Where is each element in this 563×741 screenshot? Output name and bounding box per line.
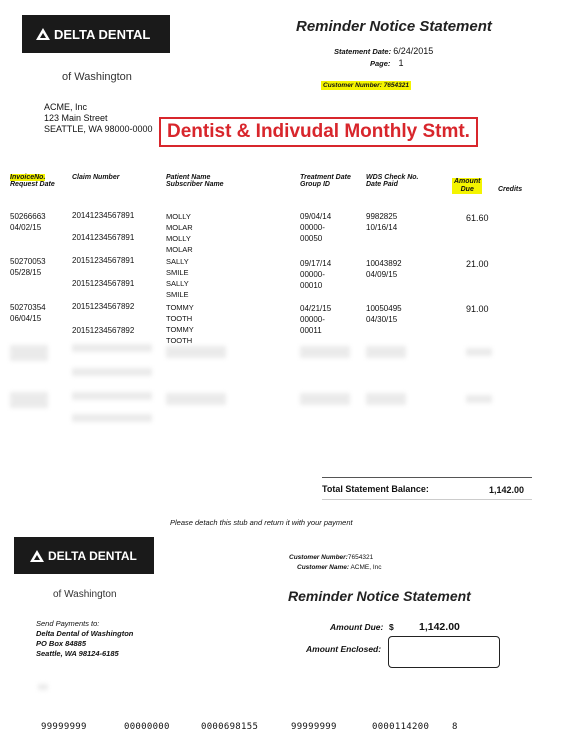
group-id: 00000-00050 xyxy=(300,223,325,243)
treatment-date: 04/21/15 xyxy=(300,304,332,313)
redacted-row xyxy=(300,346,350,358)
redacted-row xyxy=(366,346,406,358)
invoice-number: 50266663 xyxy=(10,212,46,221)
total-separator xyxy=(322,477,532,478)
invoice-number: 50270053 xyxy=(10,257,46,266)
col-request-date: Request Date xyxy=(10,181,55,188)
statement-date-value: 6/24/2015 xyxy=(393,46,434,56)
invoice-number: 50270354 xyxy=(10,303,46,312)
row-patient xyxy=(166,302,194,346)
amount-due-currency: $ xyxy=(389,622,394,632)
col-subscriber-name: Subscriber Name xyxy=(166,181,224,188)
send-payments-label: Send Payments to: xyxy=(36,619,100,628)
scanline-field: 0000114200 xyxy=(372,722,430,732)
stub-customer-name-label: Customer Name: xyxy=(297,564,350,571)
detach-note: Please detach this stub and return it with your payment xyxy=(170,518,353,527)
scanline xyxy=(41,722,561,734)
customer-number-highlight xyxy=(321,81,411,90)
row-treatment xyxy=(300,211,331,244)
redacted-row xyxy=(466,348,492,356)
patient-name: SALLY SMILE xyxy=(166,257,189,277)
claim-number: 20151234567891 xyxy=(72,256,135,265)
scanline-field: 0000698155 xyxy=(201,722,259,732)
amount-due: 21.00 xyxy=(466,259,489,269)
mailing-address xyxy=(44,102,153,135)
col-due: Due xyxy=(460,186,474,193)
redacted-row xyxy=(72,368,152,376)
request-date: 05/28/15 xyxy=(10,268,42,277)
payee-city: Seattle, WA 98124-6185 xyxy=(36,649,119,658)
statement-date-label: Statement Date: xyxy=(334,47,392,56)
total-value: 1,142.00 xyxy=(489,485,525,495)
row-invoice xyxy=(10,302,46,324)
stub-customer-number-label: Customer Number: xyxy=(289,554,348,561)
group-id: 00000-00011 xyxy=(300,315,325,335)
stub-triangle-logo-icon xyxy=(30,550,44,562)
page-label: Page: xyxy=(370,59,391,68)
stub-customer-name: ACME, Inc xyxy=(350,564,382,571)
stub-customer-number: 7654321 xyxy=(347,554,374,561)
statement-date-row xyxy=(334,46,433,56)
customer-number-value: 7654321 xyxy=(383,82,409,89)
payee-po-box: PO Box 84885 xyxy=(36,639,87,648)
row-invoice xyxy=(10,211,46,233)
delta-dental-logo xyxy=(22,15,170,53)
date-paid: 10/16/14 xyxy=(366,223,398,232)
redacted-row xyxy=(166,346,226,358)
scanline-field: 99999999 xyxy=(291,722,337,732)
redacted-row xyxy=(466,395,492,403)
row-invoice xyxy=(10,256,46,278)
col-amount-due xyxy=(452,178,482,194)
logo-text: DELTA DENTAL xyxy=(54,26,151,42)
col-check xyxy=(366,174,419,188)
redacted-row xyxy=(300,393,350,405)
subscriber-name: TOMMY TOOTH xyxy=(166,325,194,345)
col-date-paid: Date Paid xyxy=(366,181,398,188)
row-check xyxy=(366,258,402,280)
col-check-no: WDS Check No. xyxy=(366,174,419,181)
row-check xyxy=(366,303,402,325)
col-claim-number: Claim Number xyxy=(72,174,120,181)
address-street: 123 Main Street xyxy=(44,113,108,123)
redacted-row xyxy=(72,344,152,352)
col-invoice xyxy=(10,174,55,188)
treatment-date: 09/17/14 xyxy=(300,259,332,268)
amount-enclosed-field[interactable] xyxy=(388,636,500,668)
amount-enclosed-label: Amount Enclosed: xyxy=(306,644,382,654)
scanline-field: 99999999 xyxy=(41,722,87,732)
stub-customer-info xyxy=(289,553,382,573)
col-treatment xyxy=(300,174,351,188)
payee-name: Delta Dental of Washington xyxy=(36,629,134,638)
row-patient xyxy=(166,211,193,255)
stub-title: Reminder Notice Statement xyxy=(288,588,471,604)
redacted-row xyxy=(10,392,48,408)
subscriber-name: MOLLY MOLAR xyxy=(166,234,193,254)
redacted-row xyxy=(72,392,152,400)
col-patient-name: Patient Name xyxy=(166,174,211,181)
col-amount: Amount xyxy=(454,178,481,185)
treatment-date: 09/04/14 xyxy=(300,212,332,221)
stub-delta-dental-logo xyxy=(14,537,154,574)
total-label: Total Statement Balance: xyxy=(322,484,429,494)
claim-number: 20151234567892 xyxy=(72,302,135,311)
redacted-row xyxy=(10,345,48,361)
claim-number: 20151234567891 xyxy=(72,279,135,288)
total-separator-bottom xyxy=(322,499,532,500)
col-group-id: Group ID xyxy=(300,181,330,188)
subscriber-name: SALLY SMILE xyxy=(166,279,189,299)
address-city: SEATTLE, WA 98000-0000 xyxy=(44,124,153,134)
check-number: 10050495 xyxy=(366,304,402,313)
send-payments-block xyxy=(36,619,133,659)
row-treatment xyxy=(300,258,331,291)
date-paid: 04/30/15 xyxy=(366,315,398,324)
amount-due-label: Amount Due: xyxy=(330,622,384,632)
scanline-field: 8 xyxy=(452,722,458,732)
check-number: 9982825 xyxy=(366,212,398,221)
col-treatment-date: Treatment Date xyxy=(300,174,351,181)
row-treatment xyxy=(300,303,331,336)
check-number: 10043892 xyxy=(366,259,402,268)
claim-number: 20141234567891 xyxy=(72,233,135,242)
patient-name: MOLLY MOLAR xyxy=(166,212,193,232)
redacted-row xyxy=(166,393,226,405)
stub-logo-text: DELTA DENTAL xyxy=(48,548,137,563)
group-id: 00000-00010 xyxy=(300,270,325,290)
amount-due: 91.00 xyxy=(466,304,489,314)
logo-subtitle: of Washington xyxy=(62,71,132,83)
amount-due-value: 1,142.00 xyxy=(419,621,460,633)
triangle-logo-icon xyxy=(36,28,50,40)
stub-logo-subtitle: of Washington xyxy=(53,589,117,600)
claim-number: 20151234567892 xyxy=(72,326,135,335)
customer-number-label: Customer Number: xyxy=(323,82,382,89)
amount-due: 61.60 xyxy=(466,213,489,223)
col-credits: Credits xyxy=(498,186,523,193)
row-patient xyxy=(166,256,189,300)
page-value: 1 xyxy=(398,58,404,68)
request-date: 04/02/15 xyxy=(10,223,42,232)
redacted-row xyxy=(72,414,152,422)
statement-type-banner: Dentist & Indivudal Monthly Stmt. xyxy=(159,117,478,147)
redacted-mark xyxy=(38,684,48,690)
date-paid: 04/09/15 xyxy=(366,270,398,279)
col-invoice-no: InvoiceNo. xyxy=(10,174,46,181)
col-patient xyxy=(166,174,224,188)
request-date: 06/04/15 xyxy=(10,314,42,323)
page-row xyxy=(370,58,404,68)
address-name: ACME, Inc xyxy=(44,102,88,112)
redacted-row xyxy=(366,393,406,405)
scanline-field: 00000000 xyxy=(124,722,170,732)
patient-name: TOMMY TOOTH xyxy=(166,303,194,323)
row-check xyxy=(366,211,397,233)
claim-number: 20141234567891 xyxy=(72,211,135,220)
statement-title: Reminder Notice Statement xyxy=(296,18,492,35)
